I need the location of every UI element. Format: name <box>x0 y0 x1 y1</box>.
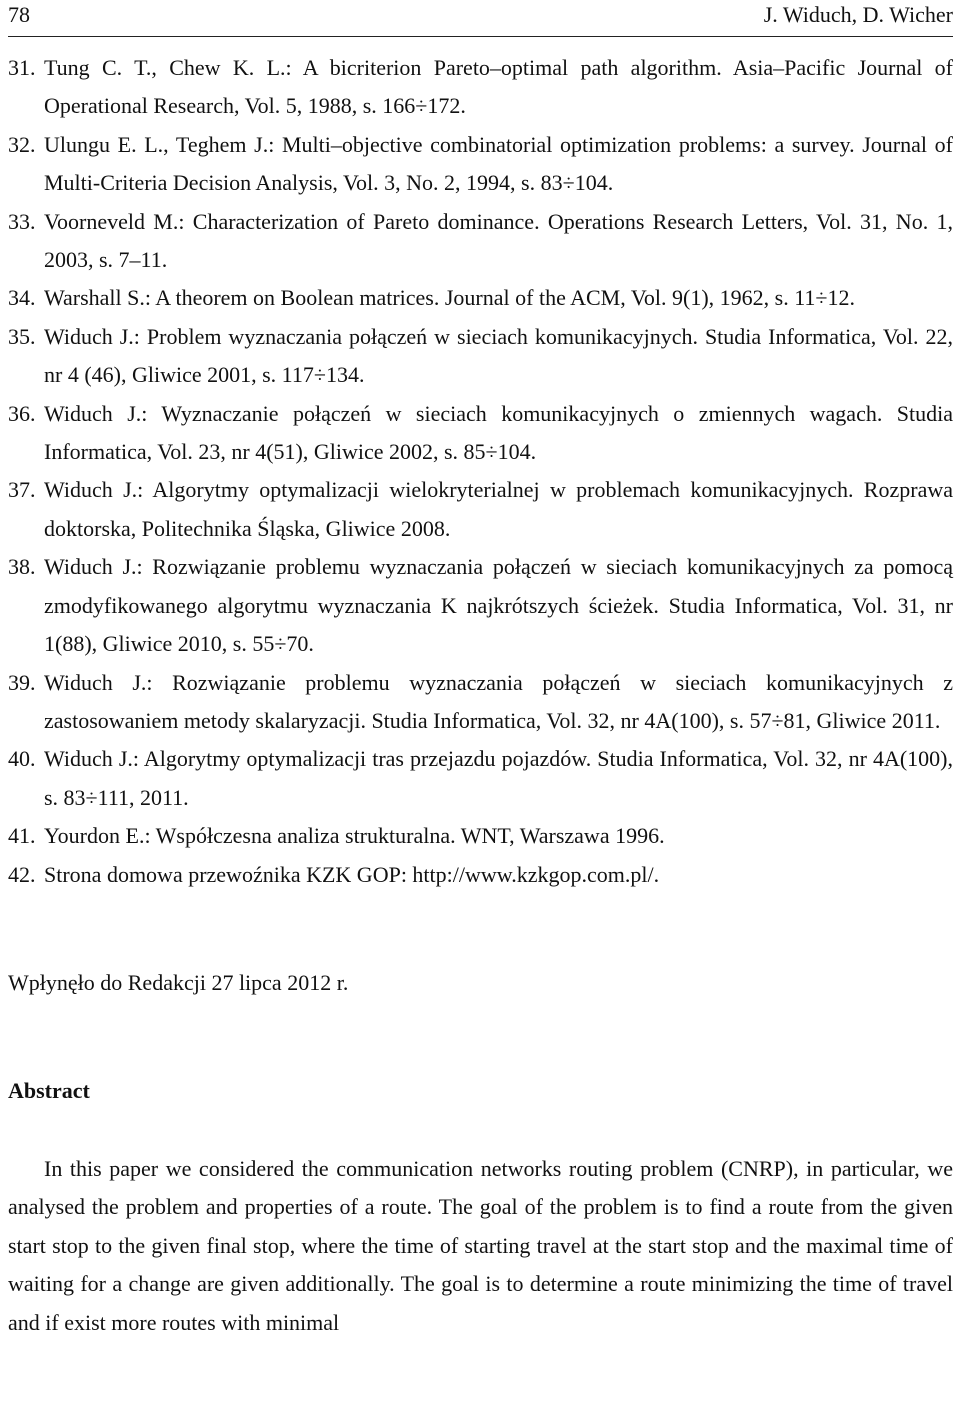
header-authors: J. Widuch, D. Wicher <box>763 2 953 27</box>
header-rule <box>8 36 953 37</box>
reference-text: Strona domowa przewoźnika KZK GOP: http://www.kzkgop.com.pl/. <box>44 861 660 887</box>
reference-number: 37. <box>8 477 36 503</box>
reference-text: Warshall S.: A theorem on Boolean matrices. Journal of the ACM, Vol. 9(1), 1962, s. 11÷12. <box>44 285 855 311</box>
reference-item <box>8 817 953 855</box>
reference-item <box>8 664 953 741</box>
abstract-heading: Abstract <box>8 1077 90 1103</box>
reference-number: 41. <box>8 823 36 849</box>
reference-text: Tung C. T., Chew K. L.: A bicriterion Pareto–optimal path algorithm. Asia–Pacific Journal of Operational Research, Vol. 5, 1988, s. 166÷172. <box>44 55 953 119</box>
reference-item <box>8 856 953 894</box>
reference-list <box>8 49 953 894</box>
reference-number: 38. <box>8 554 36 580</box>
reference-number: 36. <box>8 400 36 426</box>
reference-text: Widuch J.: Algorytmy optymalizacji tras przejazdu pojazdów. Studia Informatica, Vol. 32, nr 4A(100), s. 83÷111, 2011. <box>44 746 953 810</box>
reference-number: 42. <box>8 861 36 887</box>
reference-text: Widuch J.: Wyznaczanie połączeń w sieciach komunikacyjnych o zmiennych wagach. Studia Informatica, Vol. 23, nr 4(51), Gliwice 2002, s. 85÷104. <box>44 400 953 465</box>
reference-text: Widuch J.: Algorytmy optymalizacji wielokryterialnej w problemach komunikacyjnych. Rozprawa doktorska, Politechnika Śląska, Gliwice 2008. <box>44 477 953 541</box>
reference-number: 33. <box>8 208 36 234</box>
reference-text: Yourdon E.: Współczesna analiza strukturalna. WNT, Warszawa 1996. <box>44 823 665 849</box>
page-number: 78 <box>8 2 30 27</box>
running-header <box>8 0 953 36</box>
reference-item <box>8 471 953 548</box>
document-page <box>8 0 953 1342</box>
reference-number: 35. <box>8 323 36 349</box>
reference-item <box>8 318 953 395</box>
reference-item <box>8 548 953 663</box>
reference-number: 40. <box>8 746 36 772</box>
reference-item <box>8 126 953 203</box>
reference-number: 34. <box>8 285 36 311</box>
reference-item <box>8 279 953 317</box>
abstract-paragraph: In this paper we considered the communication networks routing problem (CNRP), in particular, we analysed the problem and properties of a route. The goal of the problem is to find a route from the given start stop to the given final stop, where the time of starting travel at the start stop and the maximal time of waiting for a change are given additionally. The goal is to determine a route minimizing the time of travel and if exist more routes with minimal <box>8 1155 953 1335</box>
reference-number: 31. <box>8 55 36 80</box>
reference-number: 32. <box>8 131 36 157</box>
reference-text: Widuch J.: Rozwiązanie problemu wyznaczania połączeń w sieciach komunikacyjnych za pomocą zmodyfikowanego algorytmu wyznaczania K najkrótszych ścieżek. Studia Informatica, Vol. 31, nr 1(88), Gliwice 2010, s. 55÷70. <box>44 554 953 657</box>
received-date-note: Wpłynęło do Redakcji 27 lipca 2012 r. <box>8 969 349 995</box>
reference-text: Ulungu E. L., Teghem J.: Multi–objective combinatorial optimization problems: a survey. Journal of Multi-Criteria Decision Analysis, Vol. 3, No. 2, 1994, s. 83÷104. <box>44 131 953 196</box>
reference-item <box>8 740 953 817</box>
reference-text: Voorneveld M.: Characterization of Pareto dominance. Operations Research Letters, Vol. 31, No. 1, 2003, s. 7–11. <box>44 208 953 273</box>
reference-text: Widuch J.: Rozwiązanie problemu wyznaczania połączeń w sieciach komunikacyjnych z zastosowaniem metody skalaryzacji. Studia Informatica, Vol. 32, nr 4A(100), s. 57÷81, Gliwice 2011. <box>44 669 953 733</box>
reference-item <box>8 395 953 472</box>
reference-item <box>8 49 953 126</box>
reference-number: 39. <box>8 669 36 695</box>
reference-text: Widuch J.: Problem wyznaczania połączeń w sieciach komunikacyjnych. Studia Informatica, Vol. 22, nr 4 (46), Gliwice 2001, s. 117÷134. <box>44 323 953 388</box>
reference-item <box>8 203 953 280</box>
